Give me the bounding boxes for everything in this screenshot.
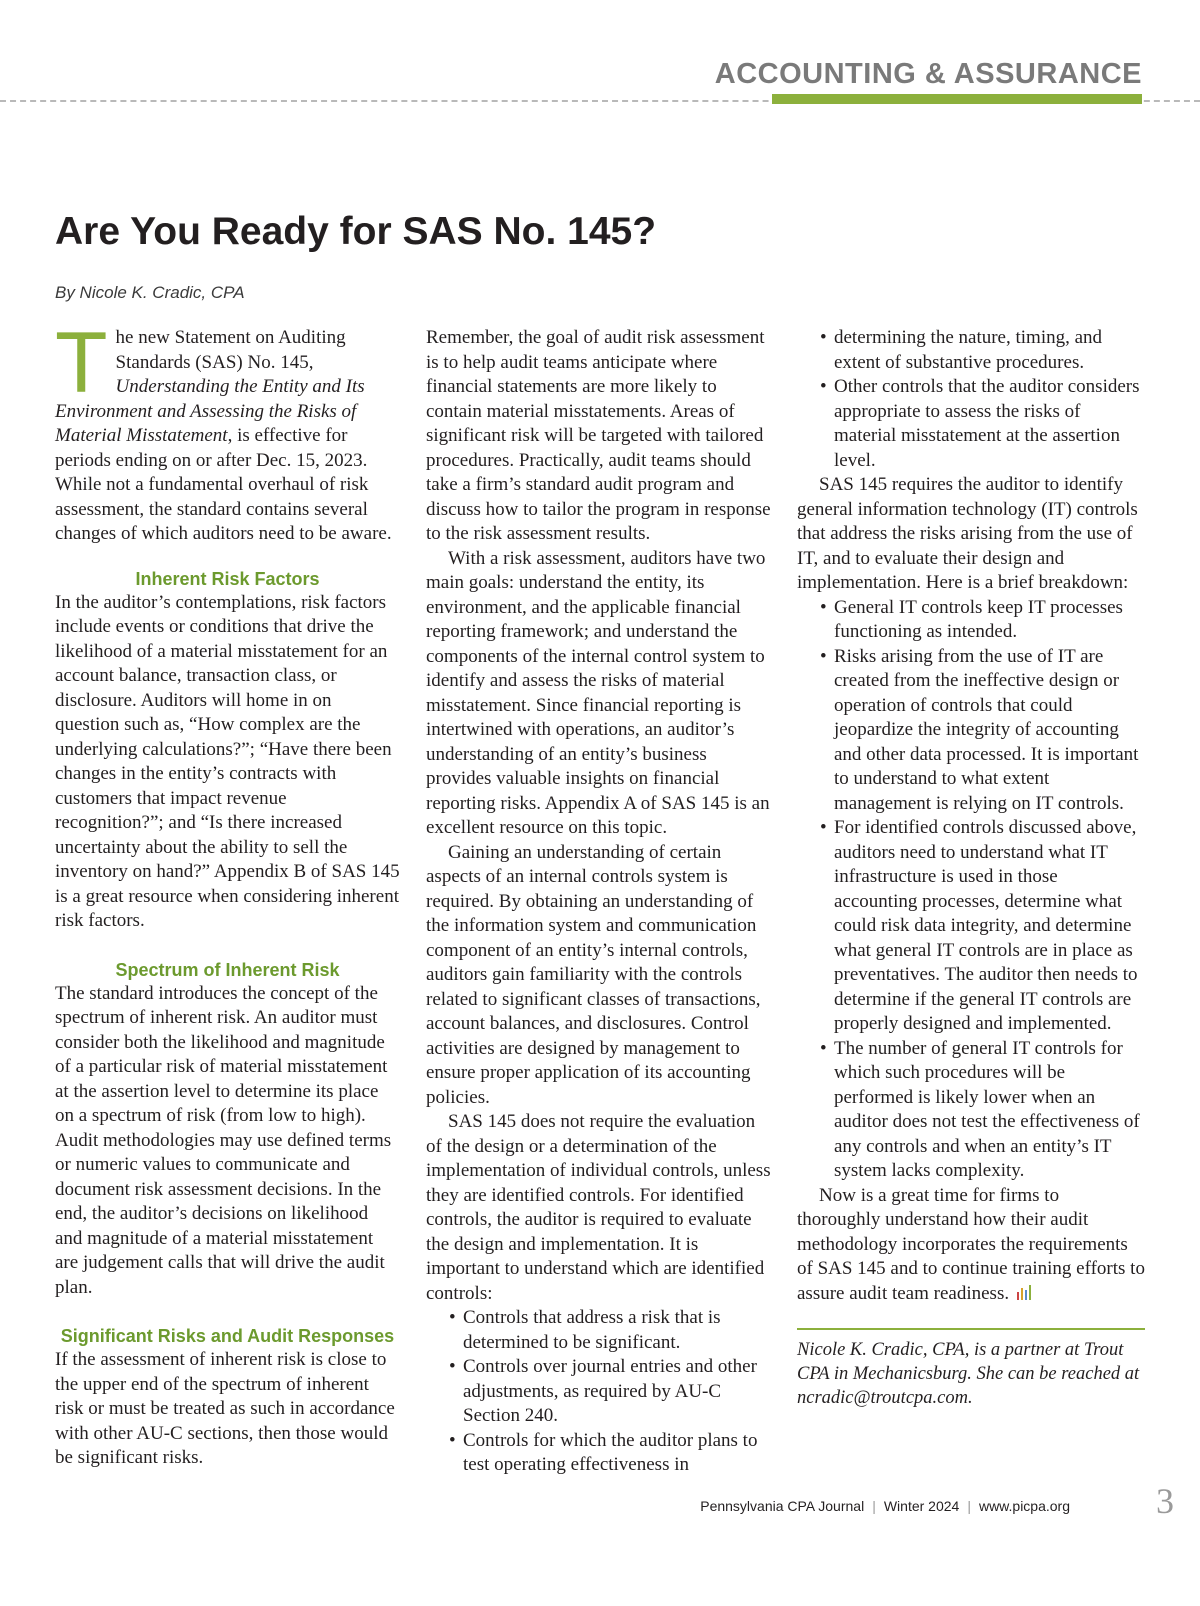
list-item: • The number of general IT controls for which such procedures will be performed is likely lower when an auditor does not test the effectiveness of any controls and when an entity’s IT system lacks complexity. <box>834 1037 1145 1184</box>
list-item: • Controls over journal entries and other adjustments, as required by AU-C Section 240. <box>463 1355 771 1429</box>
list-item: • Risks arising from the use of IT are created from the ineffective design or operation of controls that could jeopardize the integrity of accounting and other data processed. It is important to understand to what extent management is relying on IT controls. <box>834 645 1145 817</box>
page-footer <box>700 1498 1070 1514</box>
footer-issue: Winter 2024 <box>883 1498 960 1514</box>
intro-text-end: , is effective for periods ending on or after Dec. 15, 2023. While not a fundamental overhaul of risk assessment, the standard contains several changes of which auditors need to be aware. <box>55 425 392 544</box>
heading-significant-risks: Significant Risks and Audit Responses <box>60 1326 395 1346</box>
significant-risks-body: If the assessment of inherent risk is close to the upper end of the spectrum of inherent risk or must be treated as such in accordance with other AU-C sections, then those would be significant risks. <box>55 1349 395 1468</box>
column-3 <box>797 326 1145 1410</box>
end-mark-icon <box>1015 1284 1035 1300</box>
footer-separator: | <box>872 1498 876 1514</box>
col3-paragraph-1: SAS 145 requires the auditor to identify general information technology (IT) controls that address the risks arising from the use of IT, and to evaluate their design and implementation. Here is a brief breakdown: <box>797 474 1138 593</box>
heading-inherent-risk-factors: Inherent Risk Factors <box>135 568 320 589</box>
list-item: • For identified controls discussed above, auditors need to understand what IT infrastructure is used in those accounting processes, determine what could risk data integrity, and determine what general IT controls are in place as preventatives. The auditor then needs to determine if the general IT controls are properly designed and implemented. <box>834 816 1145 1037</box>
col2-paragraph-1: Remember, the goal of audit risk assessment is to help audit teams anticipate where financial statements are more likely to contain material misstatements. Areas of significant risk will be targeted with tailored procedures. Practically, audit teams should take a firm’s standard audit program and discuss how to tailor the program in response to the risk assessment results. <box>426 327 771 544</box>
article-title: Are You Ready for SAS No. 145? <box>55 210 657 253</box>
intro-paragraph <box>55 315 400 547</box>
col2-paragraph-3: Gaining an understanding of certain aspects of an internal controls system is required. By obtaining an understanding of the information system and communication component of an entity’s internal controls, auditors gain familiarity with the controls related to significant classes of transactions, account balances, and disclosures. Control activities are designed by management to ensure proper application of its accounting policies. <box>426 841 761 1108</box>
footer-publication: Pennsylvania CPA Journal <box>700 1498 865 1514</box>
column-1 <box>55 315 400 1471</box>
drop-cap: T <box>55 315 108 411</box>
column-2 <box>426 326 771 1478</box>
bio-divider <box>797 1328 1145 1330</box>
identified-controls-list <box>426 1306 771 1478</box>
heading-spectrum-of-inherent-risk: Spectrum of Inherent Risk <box>115 959 340 980</box>
identified-controls-list-continued <box>797 326 1145 473</box>
section-accent-bar <box>772 94 1142 104</box>
col3-paragraph-2 <box>797 1184 1145 1307</box>
col2-paragraph-2: With a risk assessment, auditors have two main goals: understand the entity, its environment, and the applicable financial reporting framework; and understand the components of the internal control system to identify and assess the risks of material misstatement. Since financial reporting is intertwined with operations, an auditor’s understanding of an entity’s business provides valuable insights on financial reporting risks. Appendix A of SAS 145 is an excellent resource on this topic. <box>426 547 770 838</box>
closing-text: Now is a great time for firms to thoroughly understand how their audit methodology incorporates the requirements of SAS 145 and to continue training efforts to assure audit team readiness. <box>797 1184 1145 1304</box>
page-number: 3 <box>1156 1481 1174 1521</box>
author-bio: Nicole K. Cradic, CPA, is a partner at Trout CPA in Mechanicsburg. She can be reached at ncradic@troutcpa.com. <box>797 1340 1140 1408</box>
it-controls-list <box>797 596 1145 1184</box>
list-item: • Other controls that the auditor considers appropriate to assess the risks of material misstatement at the assertion level. <box>834 375 1145 473</box>
spectrum-body: The standard introduces the concept of the spectrum of inherent risk. An auditor must consider both the likelihood and magnitude of a particular risk of material misstatement at the assertion level to determine its place on a spectrum of risk (from low to high). Audit methodologies may use defined terms or numeric values to communicate and document risk assessment decisions. In the end, the auditor’s decisions on likelihood and magnitude of a material misstatement are judgement calls that will drive the audit plan. <box>55 982 392 1298</box>
inherent-risk-factors-body: In the auditor’s contemplations, risk factors include events or conditions that drive the likelihood of a material misstatement for an account balance, transaction class, or disclosure. Auditors will home in on question such as, “How complex are the underlying calculations?”; “Have there been changes in the entity’s contracts with customers that impact revenue recognition?”; and “Is there increased uncertainty about the ability to sell the inventory on hand?” Appendix B of SAS 145 is a great resource when considering inherent risk factors. <box>55 591 400 931</box>
list-item: • Controls for which the auditor plans to test operating effectiveness in <box>463 1429 771 1478</box>
footer-website[interactable]: www.picpa.org <box>978 1498 1070 1514</box>
intro-text: he new Statement on Auditing Standards (SAS) No. 145, <box>115 327 346 373</box>
list-item: • General IT controls keep IT processes functioning as intended. <box>834 596 1145 645</box>
intro-standard-title: Understanding the Entity and Its Environment and Assessing the Risks of Material Misstatement <box>55 376 365 446</box>
byline: By Nicole K. Cradic, CPA <box>55 283 245 302</box>
continued-text: determining the nature, timing, and extent of substantive procedures. <box>834 327 1103 373</box>
footer-separator: | <box>967 1498 971 1514</box>
col2-paragraph-4: SAS 145 does not require the evaluation of the design or a determination of the implementation of individual controls, unless they are identified controls. For identified controls, the auditor is required to evaluate the design and implementation. It is important to understand which are identified controls: <box>426 1111 771 1304</box>
list-item-continued <box>834 326 1145 375</box>
list-item: • Controls that address a risk that is determined to be significant. <box>463 1306 771 1355</box>
section-heading: ACCOUNTING & ASSURANCE <box>714 58 1142 90</box>
